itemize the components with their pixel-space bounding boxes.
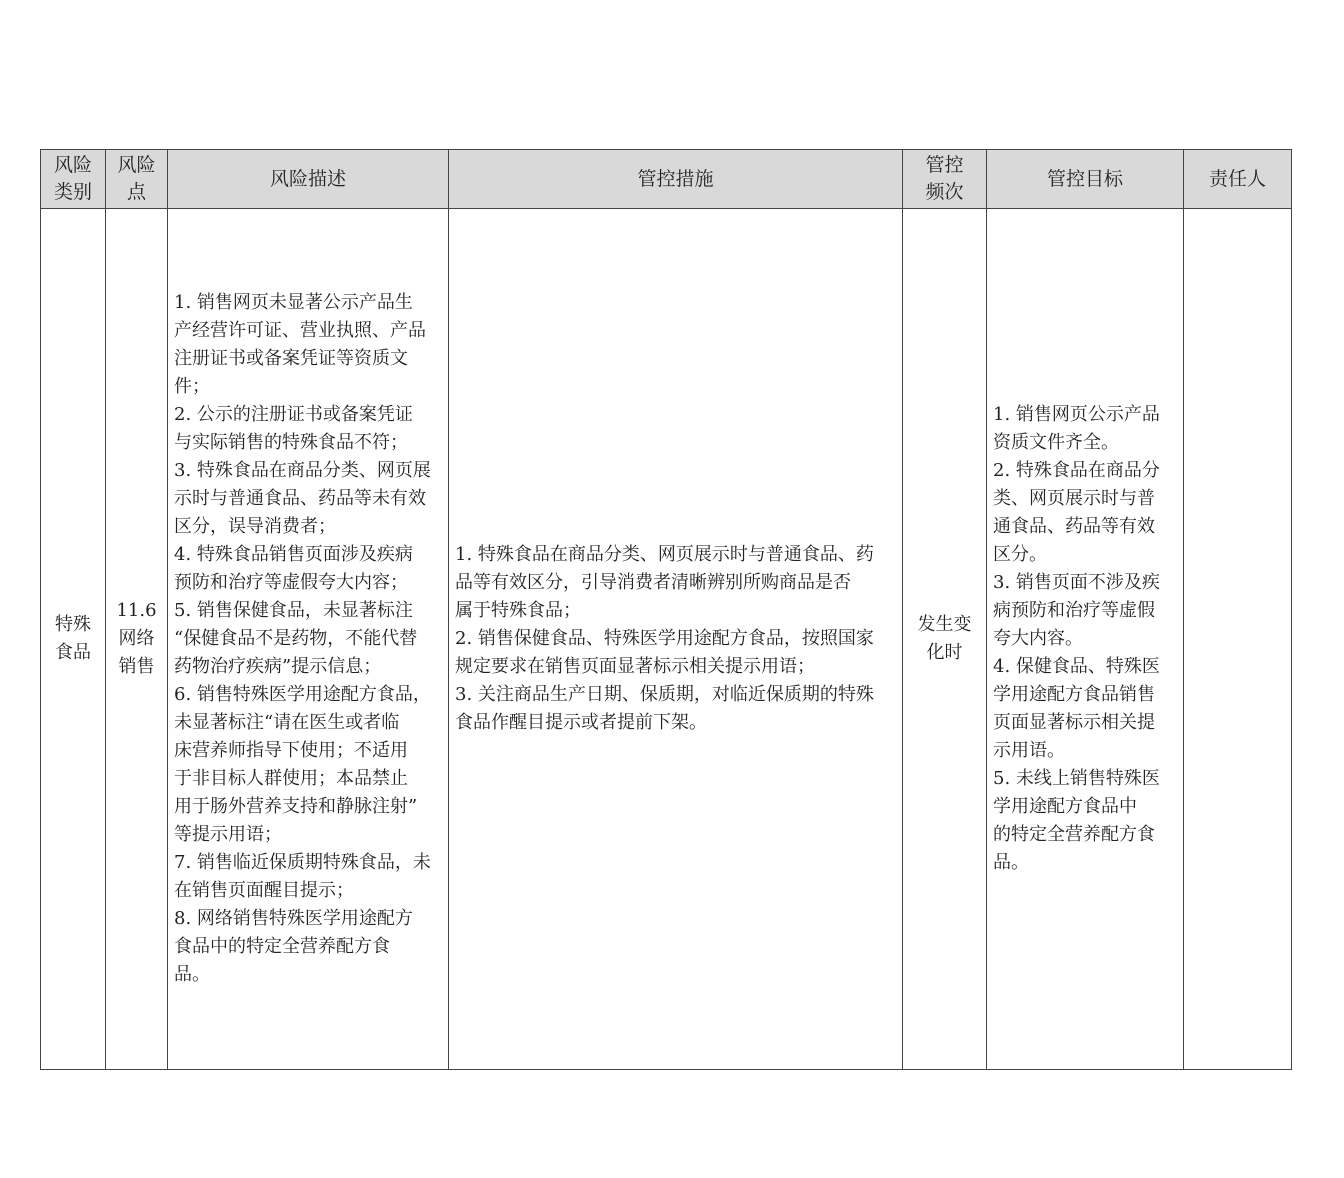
cell-control-goal — [987, 209, 1184, 1070]
goal-item: 1. 销售网页公示产品 资质文件齐全。 — [993, 404, 1160, 453]
measure-item: 3. 关注商品生产日期、保质期，对临近保质期的特殊 食品作醒目提示或者提前下架。 — [455, 684, 874, 733]
cell-control-frequency: 发生变 化时 — [903, 209, 987, 1070]
risk-control-table — [40, 149, 1292, 1070]
description-item: 8. 网络销售特殊医学用途配方 食品中的特定全营养配方食 品。 — [174, 908, 413, 985]
measure-item: 1. 特殊食品在商品分类、网页展示时与普通食品、药 品等有效区分，引导消费者清晰辨别所购商品是否 属于特殊食品； — [455, 544, 874, 621]
goal-item: 4. 保健食品、特殊医 学用途配方食品销售 页面显著标示相关提 示用语。 — [993, 656, 1160, 761]
header-responsible-person: 责任人 — [1184, 150, 1292, 209]
header-control-goal: 管控目标 — [987, 150, 1184, 209]
goal-item: 2. 特殊食品在商品分 类、网页展示时与普 通食品、药品等有效 区分。 — [993, 460, 1160, 565]
table-row — [41, 209, 1292, 1070]
cell-risk-description — [168, 209, 449, 1070]
cell-responsible-person — [1184, 209, 1292, 1070]
description-item: 2. 公示的注册证书或备案凭证 与实际销售的特殊食品不符； — [174, 404, 413, 453]
description-item: 3. 特殊食品在商品分类、网页展 示时与普通食品、药品等未有效 区分，误导消费者； — [174, 460, 431, 537]
measure-item: 2. 销售保健食品、特殊医学用途配方食品，按照国家 规定要求在销售页面显著标示相关提示用语； — [455, 628, 874, 677]
header-risk-category: 风险 类别 — [41, 150, 106, 209]
description-item: 4. 特殊食品销售页面涉及疾病 预防和治疗等虚假夸大内容； — [174, 544, 413, 593]
cell-control-measures — [449, 209, 903, 1070]
description-item: 6. 销售特殊医学用途配方食品， 未显著标注“请在医生或者临 床营养师指导下使用；不适用 于非目标人群使用；本品禁止 用于肠外营养支持和静脉注射” 等提示用语； — [174, 684, 431, 845]
goal-item: 3. 销售页面不涉及疾 病预防和治疗等虚假 夸大内容。 — [993, 572, 1160, 649]
cell-risk-point: 11.6 网络 销售 — [106, 209, 168, 1070]
description-item: 7. 销售临近保质期特殊食品，未 在销售页面醒目提示； — [174, 852, 431, 901]
goal-item: 5. 未线上销售特殊医 学用途配方食品中 的特定全营养配方食 品。 — [993, 768, 1160, 873]
header-risk-description: 风险描述 — [168, 150, 449, 209]
description-item: 1. 销售网页未显著公示产品生 产经营许可证、营业执照、产品 注册证书或备案凭证等资质文 件； — [174, 292, 426, 397]
table-header-row — [41, 150, 1292, 209]
cell-risk-category: 特殊 食品 — [41, 209, 106, 1070]
header-control-measures: 管控措施 — [449, 150, 903, 209]
header-control-frequency: 管控 频次 — [903, 150, 987, 209]
header-risk-point: 风险 点 — [106, 150, 168, 209]
description-item: 5. 销售保健食品，未显著标注 “保健食品不是药物，不能代替 药物治疗疾病”提示信息； — [174, 600, 418, 677]
